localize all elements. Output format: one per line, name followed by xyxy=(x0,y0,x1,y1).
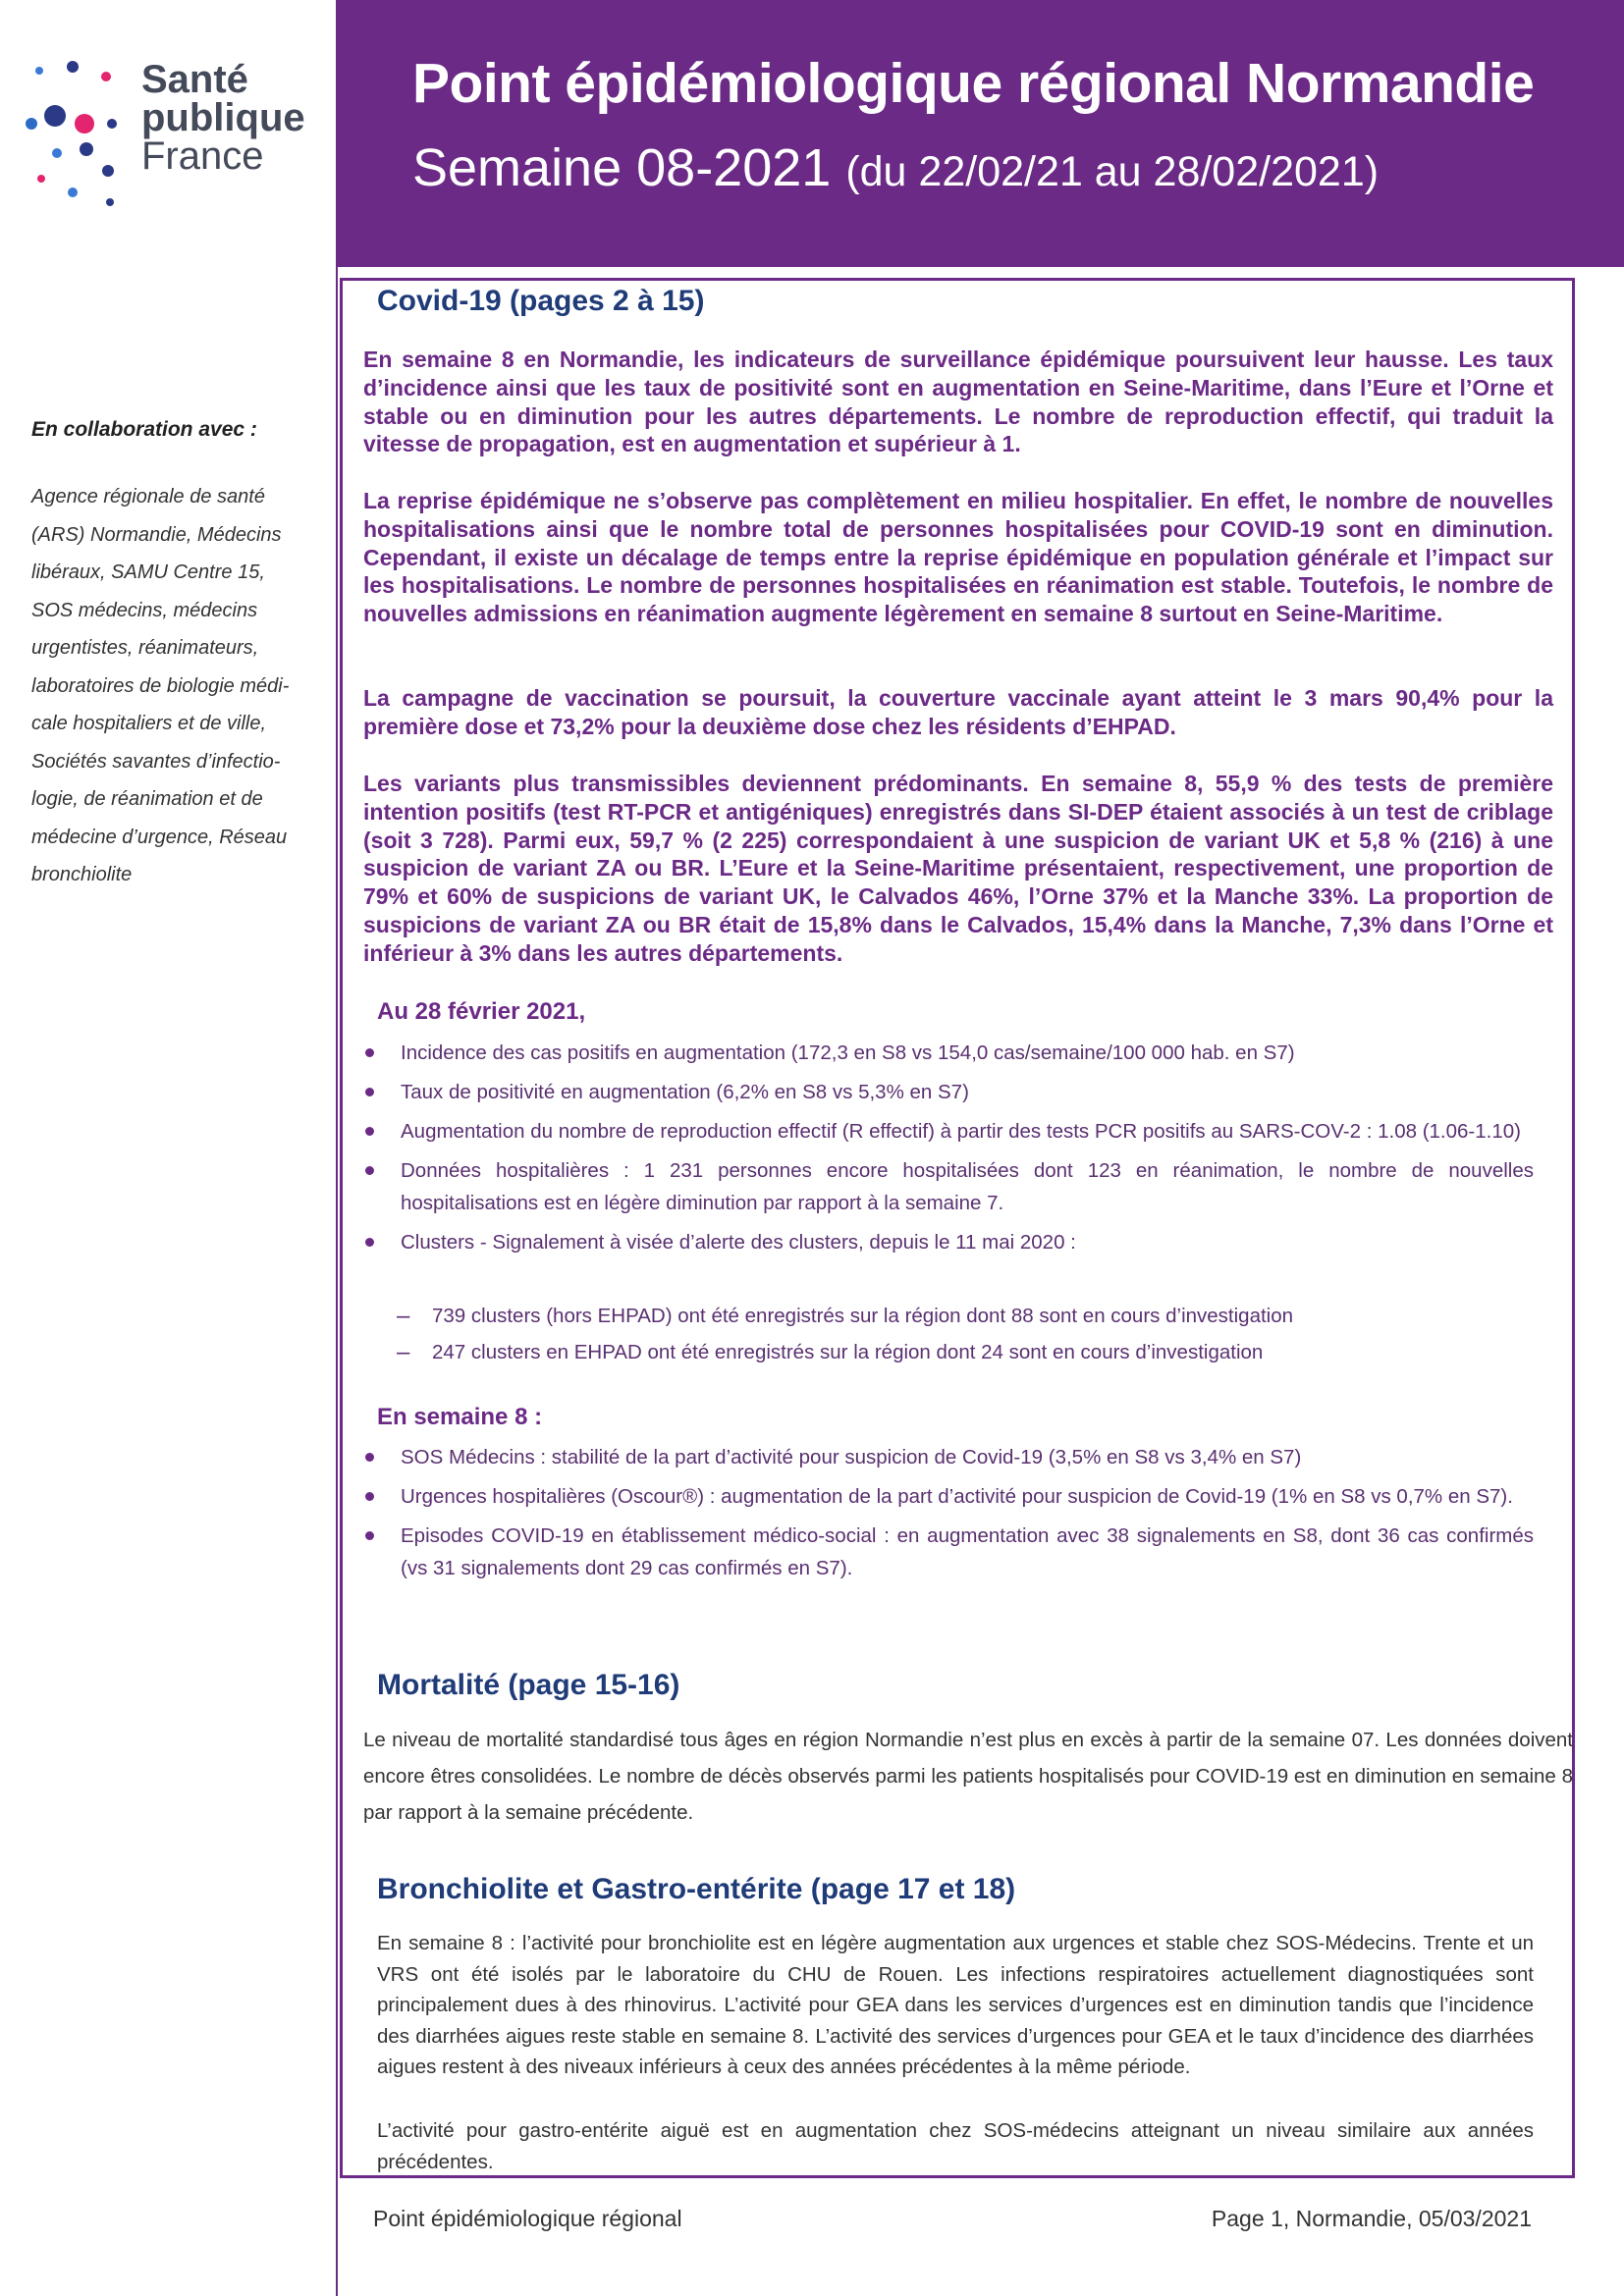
collab-line: Sociétés savantes d’infectio- xyxy=(31,750,281,773)
bullet-icon xyxy=(365,1531,374,1540)
collab-line: cale hospitaliers et de ville, xyxy=(31,713,267,734)
week-indicators-list xyxy=(363,1441,1534,1591)
list-item xyxy=(363,1226,1534,1258)
list-item-text: Augmentation du nombre de reproduction effectif (R effectif) à partir des tests PCR positifs au SARS-COV-2 : 1.08 (1.06-1.10) xyxy=(401,1120,1521,1143)
collaboration-list xyxy=(31,478,316,894)
list-item-text: Données hospitalières : 1 231 personnes encore hospitalisées dont 123 en réanimation, le nombre de nouvelles hospitalisations est en légère diminution par rapport à la semaine 7. xyxy=(401,1159,1534,1214)
week-label: Semaine 08-2021 xyxy=(412,138,832,197)
date-range: (du 22/02/21 au 28/02/2021) xyxy=(845,148,1380,195)
list-item-text: 739 clusters (hors EHPAD) ont été enregistrés sur la région dont 88 sont en cours d’investigation xyxy=(432,1305,1294,1327)
week-subheading: En semaine 8 : xyxy=(377,1404,543,1430)
collab-line: logie, de réanimation et de xyxy=(31,788,263,810)
bullet-icon xyxy=(365,1166,374,1175)
list-item xyxy=(395,1300,1534,1332)
date-subheading: Au 28 février 2021, xyxy=(377,998,586,1025)
footer-page-info: Page 1, Normandie, 05/03/2021 xyxy=(1211,2206,1532,2231)
bullet-icon xyxy=(365,1127,374,1136)
dash-icon: – xyxy=(397,1339,410,1365)
list-item xyxy=(363,1076,1534,1108)
collab-line: SOS médecins, médecins xyxy=(31,599,258,621)
collab-line: bronchiolite xyxy=(31,864,133,885)
bullet-icon xyxy=(365,1492,374,1501)
list-item-text: Urgences hospitalières (Oscour®) : augmentation de la part d’activité pour suspicion de Covid-19 (1% en S8 vs 0,7% en S7). xyxy=(401,1485,1513,1508)
collab-line: libéraux, SAMU Centre 15, xyxy=(31,561,265,583)
sante-publique-france-logo xyxy=(24,43,318,210)
bullet-icon xyxy=(365,1238,374,1247)
logo-wordmark xyxy=(141,58,305,178)
bronchiolite-paragraph-2: L’activité pour gastro-entérite aiguë est en augmentation chez SOS-médecins atteignant un niveau similaire aux années précédentes. xyxy=(377,2119,1534,2173)
footer-title: Point épidémiologique régional xyxy=(373,2206,682,2231)
collab-line: médecine d’urgence, Réseau xyxy=(31,826,288,848)
covid-paragraph-2: La reprise épidémique ne s’observe pas complètement en milieu hospitalier. En effet, le nombre de nouvelles hospitalisations ainsi que le nombre total de personnes hospitalisées pour COVID-19 sont en diminution. Cependant, il existe un décalage de temps entre la reprise épidémique en population générale et l’impact sur les hospitalisations. Le nombre de personnes hospitalisées en réanimation est stable. Toutefois, le nombre de nouvelles admissions en réanimation augmente légèrement en semaine 8 surtout en Seine-Maritime. xyxy=(363,488,1553,627)
list-item xyxy=(395,1336,1534,1368)
covid-section-title: Covid-19 (pages 2 à 15) xyxy=(377,285,705,317)
bullet-icon xyxy=(365,1088,374,1096)
logo-line-3: France xyxy=(141,134,264,178)
week-subtitle xyxy=(412,137,1379,198)
list-item-text: 247 clusters en EHPAD ont été enregistrés sur la région dont 24 sont en cours d’investigation xyxy=(432,1341,1264,1363)
bullet-icon xyxy=(365,1453,374,1462)
list-item xyxy=(363,1441,1534,1473)
mortalite-paragraph: Le niveau de mortalité standardisé tous âges en région Normandie n’est plus en excès à partir de la semaine 07. Les données doivent encore êtres consolidées. Le nombre de décès observés parmi les patients hospitalisés pour COVID-19 est en diminution en semaine 8 par rapport à la semaine précédente. xyxy=(363,1729,1573,1824)
mortalite-section-title: Mortalité (page 15-16) xyxy=(377,1669,680,1701)
list-item-text: Taux de positivité en augmentation (6,2% en S8 vs 5,3% en S7) xyxy=(401,1081,969,1103)
collab-line: (ARS) Normandie, Médecins xyxy=(31,523,282,546)
covid-paragraph-3: La campagne de vaccination se poursuit, la couverture vaccinale ayant atteint le 3 mars 90,4% pour la première dose et 73,2% pour la deuxième dose chez les résidents d’EHPAD. xyxy=(363,685,1553,739)
collaboration-title: En collaboration avec : xyxy=(31,418,257,441)
key-indicators-list xyxy=(363,1037,1534,1265)
logo-line-1: Santé xyxy=(141,58,248,101)
list-item-text: SOS Médecins : stabilité de la part d’activité pour suspicion de Covid-19 (3,5% en S8 vs 3,4% en S7) xyxy=(401,1446,1302,1468)
header-banner xyxy=(338,0,1624,267)
logo-dots-icon xyxy=(24,43,132,210)
list-item xyxy=(363,1520,1534,1584)
list-item xyxy=(363,1154,1534,1219)
covid-paragraph-1: En semaine 8 en Normandie, les indicateurs de surveillance épidémique poursuivent leur hausse. Les taux d’incidence ainsi que les taux de positivité sont en augmentation en Seine-Maritime, dans l’Eure et l’Orne et stable ou en diminution pour les autres départements. Le nombre de reproduction effectif, qui traduit la vitesse de propagation, est en augmentation et supérieur à 1. xyxy=(363,347,1553,457)
list-item xyxy=(363,1480,1534,1513)
bullet-icon xyxy=(365,1048,374,1057)
collab-line: urgentistes, réanimateurs, xyxy=(31,637,259,659)
collab-line: laboratoires de biologie médi- xyxy=(31,674,290,697)
list-item xyxy=(363,1037,1534,1069)
collab-line: Agence régionale de santé xyxy=(31,486,265,507)
dash-icon: – xyxy=(397,1303,410,1329)
covid-paragraph-4: Les variants plus transmissibles deviennent prédominants. En semaine 8, 55,9 % des tests de première intention positifs (test RT-PCR et antigéniques) enregistrés dans SI-DEP étaient associés à un test de criblage (soit 3 728). Parmi eux, 59,7 % (2 225) correspondaient à une suspicion de variant UK et 5,8 % (216) à une suspicion de variant ZA ou BR. L’Eure et la Seine-Maritime présentaient, respectivement, une proportion de 79% et 60% de suspicions de variant UK, le Calvados 46%, l’Orne 37% et la Manche 33%. La proportion de suspicions de variant ZA ou BR était de 15,8% dans le Calvados, 15,4% dans la Manche, 7,3% dans l’Orne et inférieur à 3% dans les autres départements. xyxy=(363,771,1553,966)
bronchiolite-section-title: Bronchiolite et Gastro-entérite (page 17 et 18) xyxy=(377,1873,1016,1905)
list-item-text: Episodes COVID-19 en établissement médico-social : en augmentation avec 38 signalements en S8, dont 36 cas confirmés (vs 31 signalements dont 29 cas confirmés en S7). xyxy=(401,1524,1534,1579)
page-title: Point épidémiologique régional Normandie xyxy=(412,52,1535,115)
logo-line-2: publique xyxy=(141,96,305,139)
sidebar xyxy=(0,0,338,2296)
list-item-text: Incidence des cas positifs en augmentation (172,3 en S8 vs 154,0 cas/semaine/100 000 hab. en S7) xyxy=(401,1041,1295,1064)
list-item xyxy=(363,1115,1534,1148)
bronchiolite-paragraph-1: En semaine 8 : l’activité pour bronchiolite est en légère augmentation aux urgences et stable chez SOS-Médecins. Trente et un VRS ont été isolés par le laboratoire du CHU de Rouen. Les infections respiratoires actuellement diagnostiquées sont principalement dues à des rhinovirus. L’activité pour GEA dans les services d’urgences est en diminution tandis que l’incidence des diarrhées aigues reste stable en semaine 8. L’activité des services d’urgences pour GEA et le taux d’incidence des diarrhées aigues restent à des niveaux inférieurs à ceux des années précédentes à la même période. xyxy=(377,1932,1534,2079)
list-item-text: Clusters - Signalement à visée d’alerte des clusters, depuis le 11 mai 2020 : xyxy=(401,1231,1076,1254)
clusters-sublist xyxy=(395,1300,1534,1372)
